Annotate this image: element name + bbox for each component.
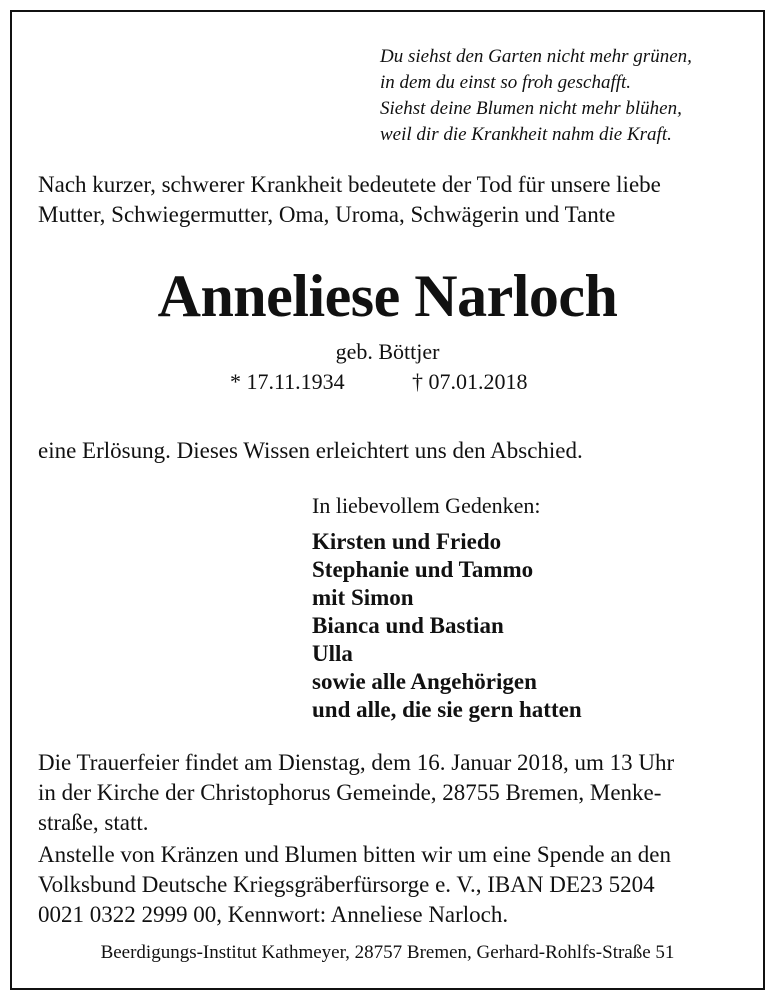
mourner-entry: und alle, die sie gern hatten	[312, 697, 582, 722]
ceremony-info	[38, 748, 674, 838]
relief-text: eine Erlösung. Dieses Wissen erleichtert uns den Abschied.	[38, 438, 583, 463]
birth-date: * 17.11.1934	[230, 369, 345, 394]
poem-line: Du siehst den Garten nicht mehr grünen,	[380, 46, 692, 67]
mourner-entry: Kirsten und Friedo	[312, 529, 502, 554]
mourner-entry: Ulla	[312, 641, 353, 666]
mourner-entry: sowie alle Angehörigen	[312, 669, 537, 694]
poem-line: in dem du einst so froh geschafft.	[380, 72, 632, 93]
intro-line: Nach kurzer, schwerer Krankheit bedeutete der Tod für unsere liebe	[38, 172, 661, 197]
obituary-frame	[10, 10, 765, 990]
intro-text	[38, 170, 661, 230]
ceremony-line: Die Trauerfeier findet am Dienstag, dem 16. Januar 2018, um 13 Uhr	[38, 750, 675, 775]
donation-line: Volksbund Deutsche Kriegsgräberfürsorge e. V., IBAN DE23 5204	[38, 872, 655, 897]
death-date: † 07.01.2018	[412, 369, 528, 394]
maiden-name: geb. Böttjer	[335, 339, 440, 364]
poem-line: Siehst deine Blumen nicht mehr blühen,	[380, 98, 682, 119]
mourner-entry: Stephanie und Tammo	[312, 557, 534, 582]
donation-line: 0021 0322 2999 00, Kennwort: Anneliese Narloch.	[38, 902, 509, 927]
deceased-name: Anneliese Narloch	[157, 263, 618, 329]
memory-heading: In liebevollem Gedenken:	[312, 493, 541, 518]
poem-line: weil dir die Krankheit nahm die Kraft.	[380, 124, 672, 145]
mourner-entry: Bianca und Bastian	[312, 613, 504, 638]
ceremony-line: straße, statt.	[38, 810, 149, 835]
memorial-poem	[380, 44, 692, 148]
ceremony-line: in der Kirche der Christophorus Gemeinde, 28755 Bremen, Menke-	[38, 780, 662, 805]
donation-line: Anstelle von Kränzen und Blumen bitten wir um eine Spende an den	[38, 842, 671, 867]
undertaker-line: Beerdigungs-Institut Kathmeyer, 28757 Bremen, Gerhard-Rohlfs-Straße 51	[100, 942, 675, 963]
mourners-list	[312, 528, 582, 724]
intro-line: Mutter, Schwiegermutter, Oma, Uroma, Schwägerin und Tante	[38, 202, 616, 227]
donation-info	[38, 840, 671, 930]
mourner-entry: mit Simon	[312, 585, 414, 610]
